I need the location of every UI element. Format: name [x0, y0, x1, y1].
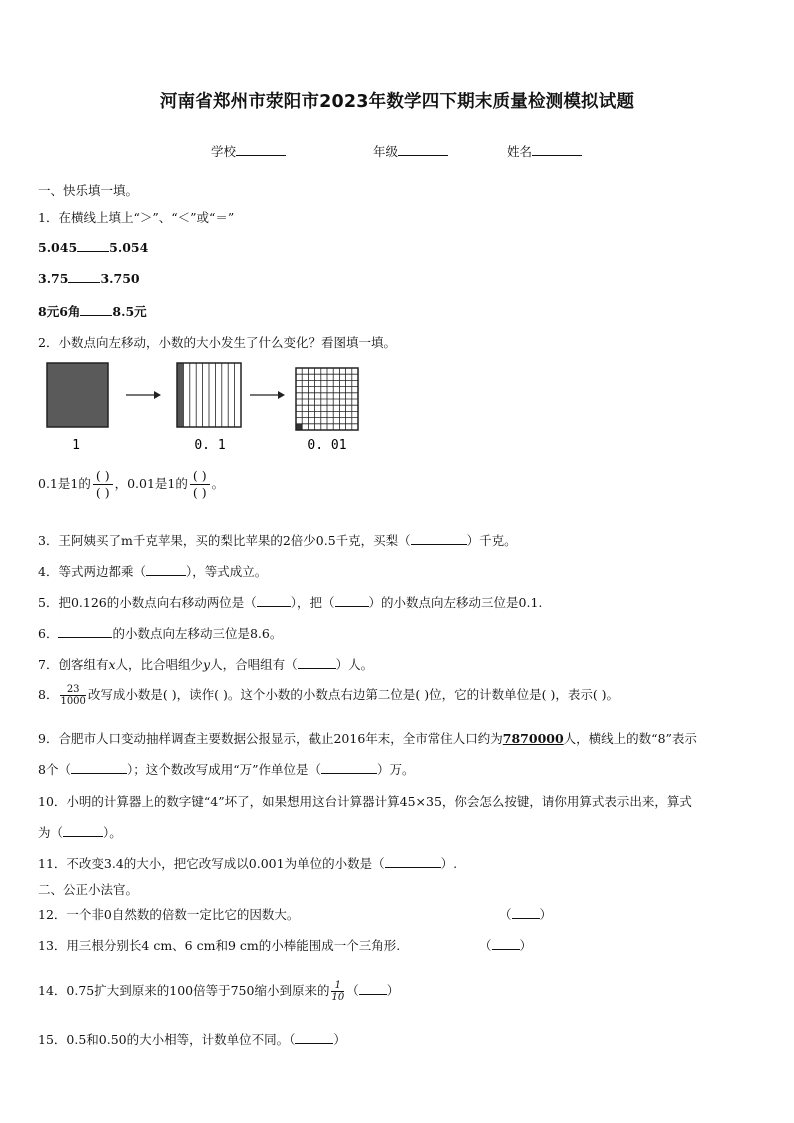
q14-paren-r: ） [386, 983, 400, 998]
q1-a-right: 5.054 [109, 240, 149, 255]
q8 [38, 684, 619, 707]
q2-fraction-1[interactable] [93, 468, 113, 501]
q9-blank-1[interactable] [71, 762, 127, 774]
q10-blank[interactable] [63, 825, 103, 837]
q2-fill-b: ，0.01是1的 [114, 476, 188, 491]
q7-b: 人，比合唱组少 [115, 657, 204, 672]
q8-denominator: 1000 [60, 696, 86, 707]
q6-b: 的小数点向左移动三位是8.6。 [112, 626, 283, 641]
q13-answer[interactable] [479, 936, 532, 954]
label-one: 1 [72, 438, 80, 453]
q14-den: 10 [331, 992, 345, 1003]
q9-b: 人，横线上的数“8”表示 [563, 731, 697, 746]
q7-y: y [203, 657, 211, 672]
hundredths-shaded-cell [296, 424, 302, 430]
school-field [211, 142, 286, 160]
arrow-1 [126, 391, 161, 399]
label-hundredth: 0. 01 [307, 438, 347, 453]
q5-blank-1[interactable] [257, 595, 291, 607]
q2-frac2-num: ( ) [192, 468, 207, 483]
q10-b: 为（ [38, 825, 64, 840]
q12-blank[interactable] [512, 907, 540, 919]
q3-blank[interactable] [411, 533, 467, 545]
q1-a-blank[interactable] [77, 240, 109, 252]
q11-b: ）. [440, 856, 458, 871]
q4-a: 4．等式两边都乘（ [38, 564, 146, 579]
q13-paren-r: ） [519, 938, 533, 953]
q2-figure [40, 358, 360, 458]
q8-label: 8． [38, 687, 59, 702]
q11-a: 11．不改变3.4的大小，把它改写成以0.001为单位的小数是（ [38, 856, 385, 871]
q9-line-2 [38, 760, 415, 778]
q7-blank[interactable] [298, 657, 336, 669]
q14 [38, 980, 399, 1003]
q4 [38, 562, 267, 580]
q15-paren-r: ） [333, 1032, 346, 1047]
name-label: 姓名 [507, 144, 533, 159]
school-blank[interactable] [236, 143, 286, 156]
q14-paren-l: （ [346, 983, 359, 998]
q8-text: 改写成小数是( )，读作( )。这个小数的小数点右边第二位是( )位，它的计数单位是( )，表示( )。 [87, 687, 620, 702]
q2-frac2-den: ( ) [192, 485, 207, 500]
q3-c: ）千克。 [466, 533, 517, 548]
q7-a: 7．创客组有 [38, 657, 109, 672]
q6-blank[interactable] [58, 626, 112, 638]
q4-blank[interactable] [146, 564, 186, 576]
q11 [38, 854, 457, 872]
section-1-heading: 一、快乐填一填。 [38, 183, 139, 198]
name-field [507, 142, 582, 160]
q14-fraction [331, 980, 344, 1003]
q9-c: 8个（ [38, 762, 71, 777]
q7 [38, 655, 373, 673]
q13: 13．用三根分别长4 cm、6 cm和9 cm的小棒能围成一个三角形. [38, 938, 401, 953]
q14-text: 14．0.75扩大到原来的100倍等于750缩小到原来的 [38, 983, 330, 998]
q9-line-1 [38, 729, 697, 747]
q4-b: ），等式成立。 [185, 564, 268, 579]
q1-item-c [38, 302, 147, 320]
q1-item-b [38, 271, 140, 286]
q7-x: x [108, 657, 116, 672]
q3-m: m [120, 533, 133, 548]
q1-prompt: 1．在横线上填上“＞”、“＜”或“＝” [38, 210, 235, 225]
q2-fill-c: 。 [211, 476, 225, 491]
q2-frac1-den: ( ) [95, 485, 110, 500]
q11-blank[interactable] [385, 856, 441, 868]
q15 [38, 1030, 346, 1048]
q5 [38, 593, 542, 611]
q9-e: ）万。 [377, 762, 415, 777]
q1-c-left: 8元6角 [38, 304, 81, 319]
q9-a: 9．合肥市人口变动抽样调查主要数据公报显示，截止2016年末，全市常住人口约为 [38, 731, 503, 746]
q1-a-left: 5.045 [38, 240, 78, 255]
q14-blank[interactable] [359, 983, 387, 995]
q9-blank-2[interactable] [321, 762, 377, 774]
q3 [38, 531, 517, 549]
q6 [38, 624, 282, 642]
whole-square [47, 363, 108, 427]
q2-fraction-2[interactable] [190, 468, 210, 501]
q10-c: ）。 [103, 825, 122, 840]
arrow-2 [250, 391, 285, 399]
q7-d: ）人。 [335, 657, 374, 672]
q1-b-left: 3.75 [38, 271, 69, 286]
q8-fraction [60, 684, 85, 707]
name-blank[interactable] [532, 143, 582, 156]
q6-a: 6． [38, 626, 59, 641]
q10-line-2 [38, 823, 122, 841]
q12: 12．一个非0自然数的倍数一定比它的因数大。 [38, 907, 300, 922]
q2-fill-a: 0.1是1的 [38, 476, 91, 491]
q2-fill-line [38, 468, 224, 501]
q5-a: 5．把0.126的小数点向右移动两位是（ [38, 595, 257, 610]
q5-b: ），把（ [290, 595, 335, 610]
grade-field [373, 142, 448, 160]
q12-paren-l: （ [499, 907, 512, 922]
tenths-shaded-column [177, 363, 183, 427]
q2-prompt: 2．小数点向左移动，小数的大小发生了什么变化？看图填一填。 [38, 335, 396, 350]
grade-label: 年级 [373, 144, 399, 159]
q3-b: 千克苹果，买的梨比苹果的2倍少0.5千克，买梨（ [132, 533, 411, 548]
q8-numerator: 23 [66, 684, 80, 695]
q14-num: 1 [334, 980, 342, 991]
q13-paren-l: （ [479, 938, 492, 953]
q12-answer[interactable] [499, 905, 552, 923]
grade-blank[interactable] [398, 143, 448, 156]
q3-a: 3．王阿姨买了 [38, 533, 121, 548]
label-tenth: 0. 1 [194, 438, 226, 453]
hundredths-square [296, 368, 358, 430]
q1-c-blank[interactable] [80, 304, 112, 316]
q1-b-right: 3.750 [100, 271, 140, 286]
q15-text: 15．0.5和0.50的大小相等，计数单位不同。（ [38, 1032, 296, 1047]
q12-paren-r: ） [539, 907, 553, 922]
q9-d: ）；这个数改写成用“万”作单位是（ [126, 762, 321, 777]
q7-c: 人，合唱组有（ [210, 657, 298, 672]
q15-blank[interactable] [295, 1032, 333, 1044]
page-title: 河南省郑州市荥阳市2023年数学四下期末质量检测模拟试题 [159, 92, 635, 112]
q1-b-blank[interactable] [68, 271, 100, 283]
q10-line-1: 10．小明的计算器上的数字键“4”坏了，如果想用这台计算器计算45×35，你会怎么按键，请你用算式表示出来，算式 [38, 794, 692, 809]
q2-frac1-num: ( ) [95, 468, 110, 483]
q13-blank[interactable] [492, 938, 520, 950]
q5-blank-2[interactable] [335, 595, 369, 607]
q1-c-right: 8.5元 [112, 304, 147, 319]
q1-item-a [38, 240, 148, 255]
tenths-square [177, 363, 241, 427]
q5-c: ）的小数点向左移动三位是0.1. [368, 595, 543, 610]
section-2-heading: 二、公正小法官。 [38, 882, 139, 897]
q9-number: 7870000 [502, 731, 564, 746]
school-label: 学校 [211, 144, 237, 159]
